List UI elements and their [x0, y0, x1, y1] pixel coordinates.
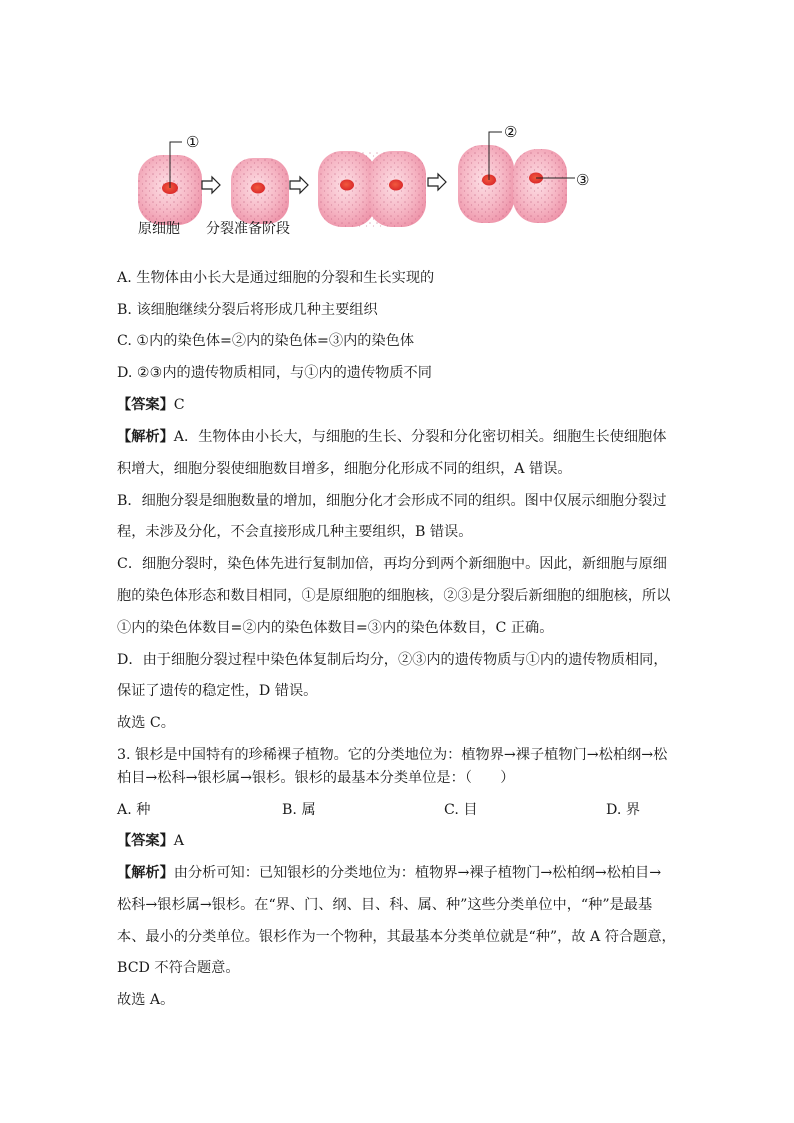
arrow-icon — [290, 177, 308, 193]
new-cells — [458, 145, 567, 223]
cell-division-illustration — [130, 122, 600, 252]
arrow-icon — [428, 174, 446, 190]
marker-3-label: ③ — [576, 171, 590, 189]
analysis-tag: 【解析】 — [117, 865, 174, 881]
q2-option-d: D. ②③内的遗传物质相同，与①内的遗传物质不同 — [117, 365, 432, 381]
q3-conclusion: 故选 A。 — [117, 992, 175, 1008]
q3-option-b: B. 属 — [282, 802, 316, 818]
answer-value: C — [173, 397, 185, 413]
cell-division-figure — [130, 122, 600, 252]
analysis-tag: 【解析】 — [117, 429, 174, 445]
q2-analysis-line: C．细胞分裂时，染色体先进行复制加倍，再均分到两个新细胞中。因此，新细胞与原细 — [117, 556, 667, 572]
q3-answer — [117, 831, 184, 851]
q3-option-d: D. 界 — [606, 802, 641, 818]
prep-stage-label: 分裂准备阶段 — [206, 221, 290, 237]
arrow-icon — [202, 177, 220, 193]
answer-tag: 【答案】 — [117, 833, 174, 849]
q2-analysis-line: 胞的染色体形态和数目相同，①是原细胞的细胞核，②③是分裂后新细胞的细胞核，所以 — [117, 588, 671, 604]
q3-option-c: C. 目 — [444, 802, 478, 818]
q3-stem: 3. 银杉是中国特有的珍稀裸子植物。它的分类地位为：植物界→裸子植物门→松柏纲→松 — [117, 747, 668, 763]
q2-option-a: A. 生物体由小长大是通过细胞的分裂和生长实现的 — [117, 270, 435, 286]
q2-analysis-line: 保证了遗传的稳定性，D 错误。 — [117, 683, 318, 699]
q2-answer — [117, 395, 185, 415]
prep-cell — [231, 158, 289, 224]
marker-2-label: ② — [504, 123, 518, 141]
marker-1-label: ① — [186, 133, 200, 151]
q3-stem: 柏目→松科→银杉属→银杉。银杉的最基本分类单位是：（ ） — [117, 770, 515, 786]
q2-analysis-line: B．细胞分裂是细胞数量的增加，细胞分化才会形成不同的组织。图中仅展示细胞分裂过 — [117, 493, 667, 509]
q3-analysis-line: BCD 不符合题意。 — [117, 960, 240, 976]
q2-conclusion: 故选 C。 — [117, 715, 175, 731]
q3-option-a: A. 种 — [117, 802, 151, 818]
dividing-cell — [318, 151, 426, 227]
q2-analysis-line: 程，未涉及分化，不会直接形成几种主要组织，B 错误。 — [117, 524, 473, 540]
q2-option-c: C. ①内的染色体=②内的染色体=③内的染色体 — [117, 333, 415, 349]
q2-analysis-line: ①内的染色体数目=②内的染色体数目=③内的染色体数目，C 正确。 — [117, 620, 554, 636]
original-cell-label: 原细胞 — [138, 221, 180, 237]
answer-tag: 【答案】 — [117, 397, 174, 413]
q3-analysis-line: 本、最小的分类单位。银杉作为一个物种，其最基本分类单位就是“种”，故 A 符合题意， — [117, 929, 676, 945]
q2-analysis-line: D．由于细胞分裂过程中染色体复制后均分，②③内的遗传物质与①内的遗传物质相同， — [117, 652, 668, 668]
q3-analysis-line: 【解析】由分析可知：已知银杉的分类地位为：植物界→裸子植物门→松柏纲→松柏目→ — [117, 865, 662, 881]
answer-value: A — [173, 833, 185, 849]
q3-analysis-line: 松科→银杉属→银杉。在“界、门、纲、目、科、属、种”这些分类单位中，“种”是最基 — [117, 897, 653, 913]
q3-options — [117, 799, 677, 819]
q2-analysis-line: 【解析】A．生物体由小长大，与细胞的生长、分裂和分化密切相关。细胞生长使细胞体 — [117, 429, 667, 445]
q2-analysis-line: 积增大，细胞分裂使细胞数目增多，细胞分化形成不同的组织，A 错误。 — [117, 461, 572, 477]
q2-option-b: B. 该细胞继续分裂后将形成几种主要组织 — [117, 302, 378, 318]
